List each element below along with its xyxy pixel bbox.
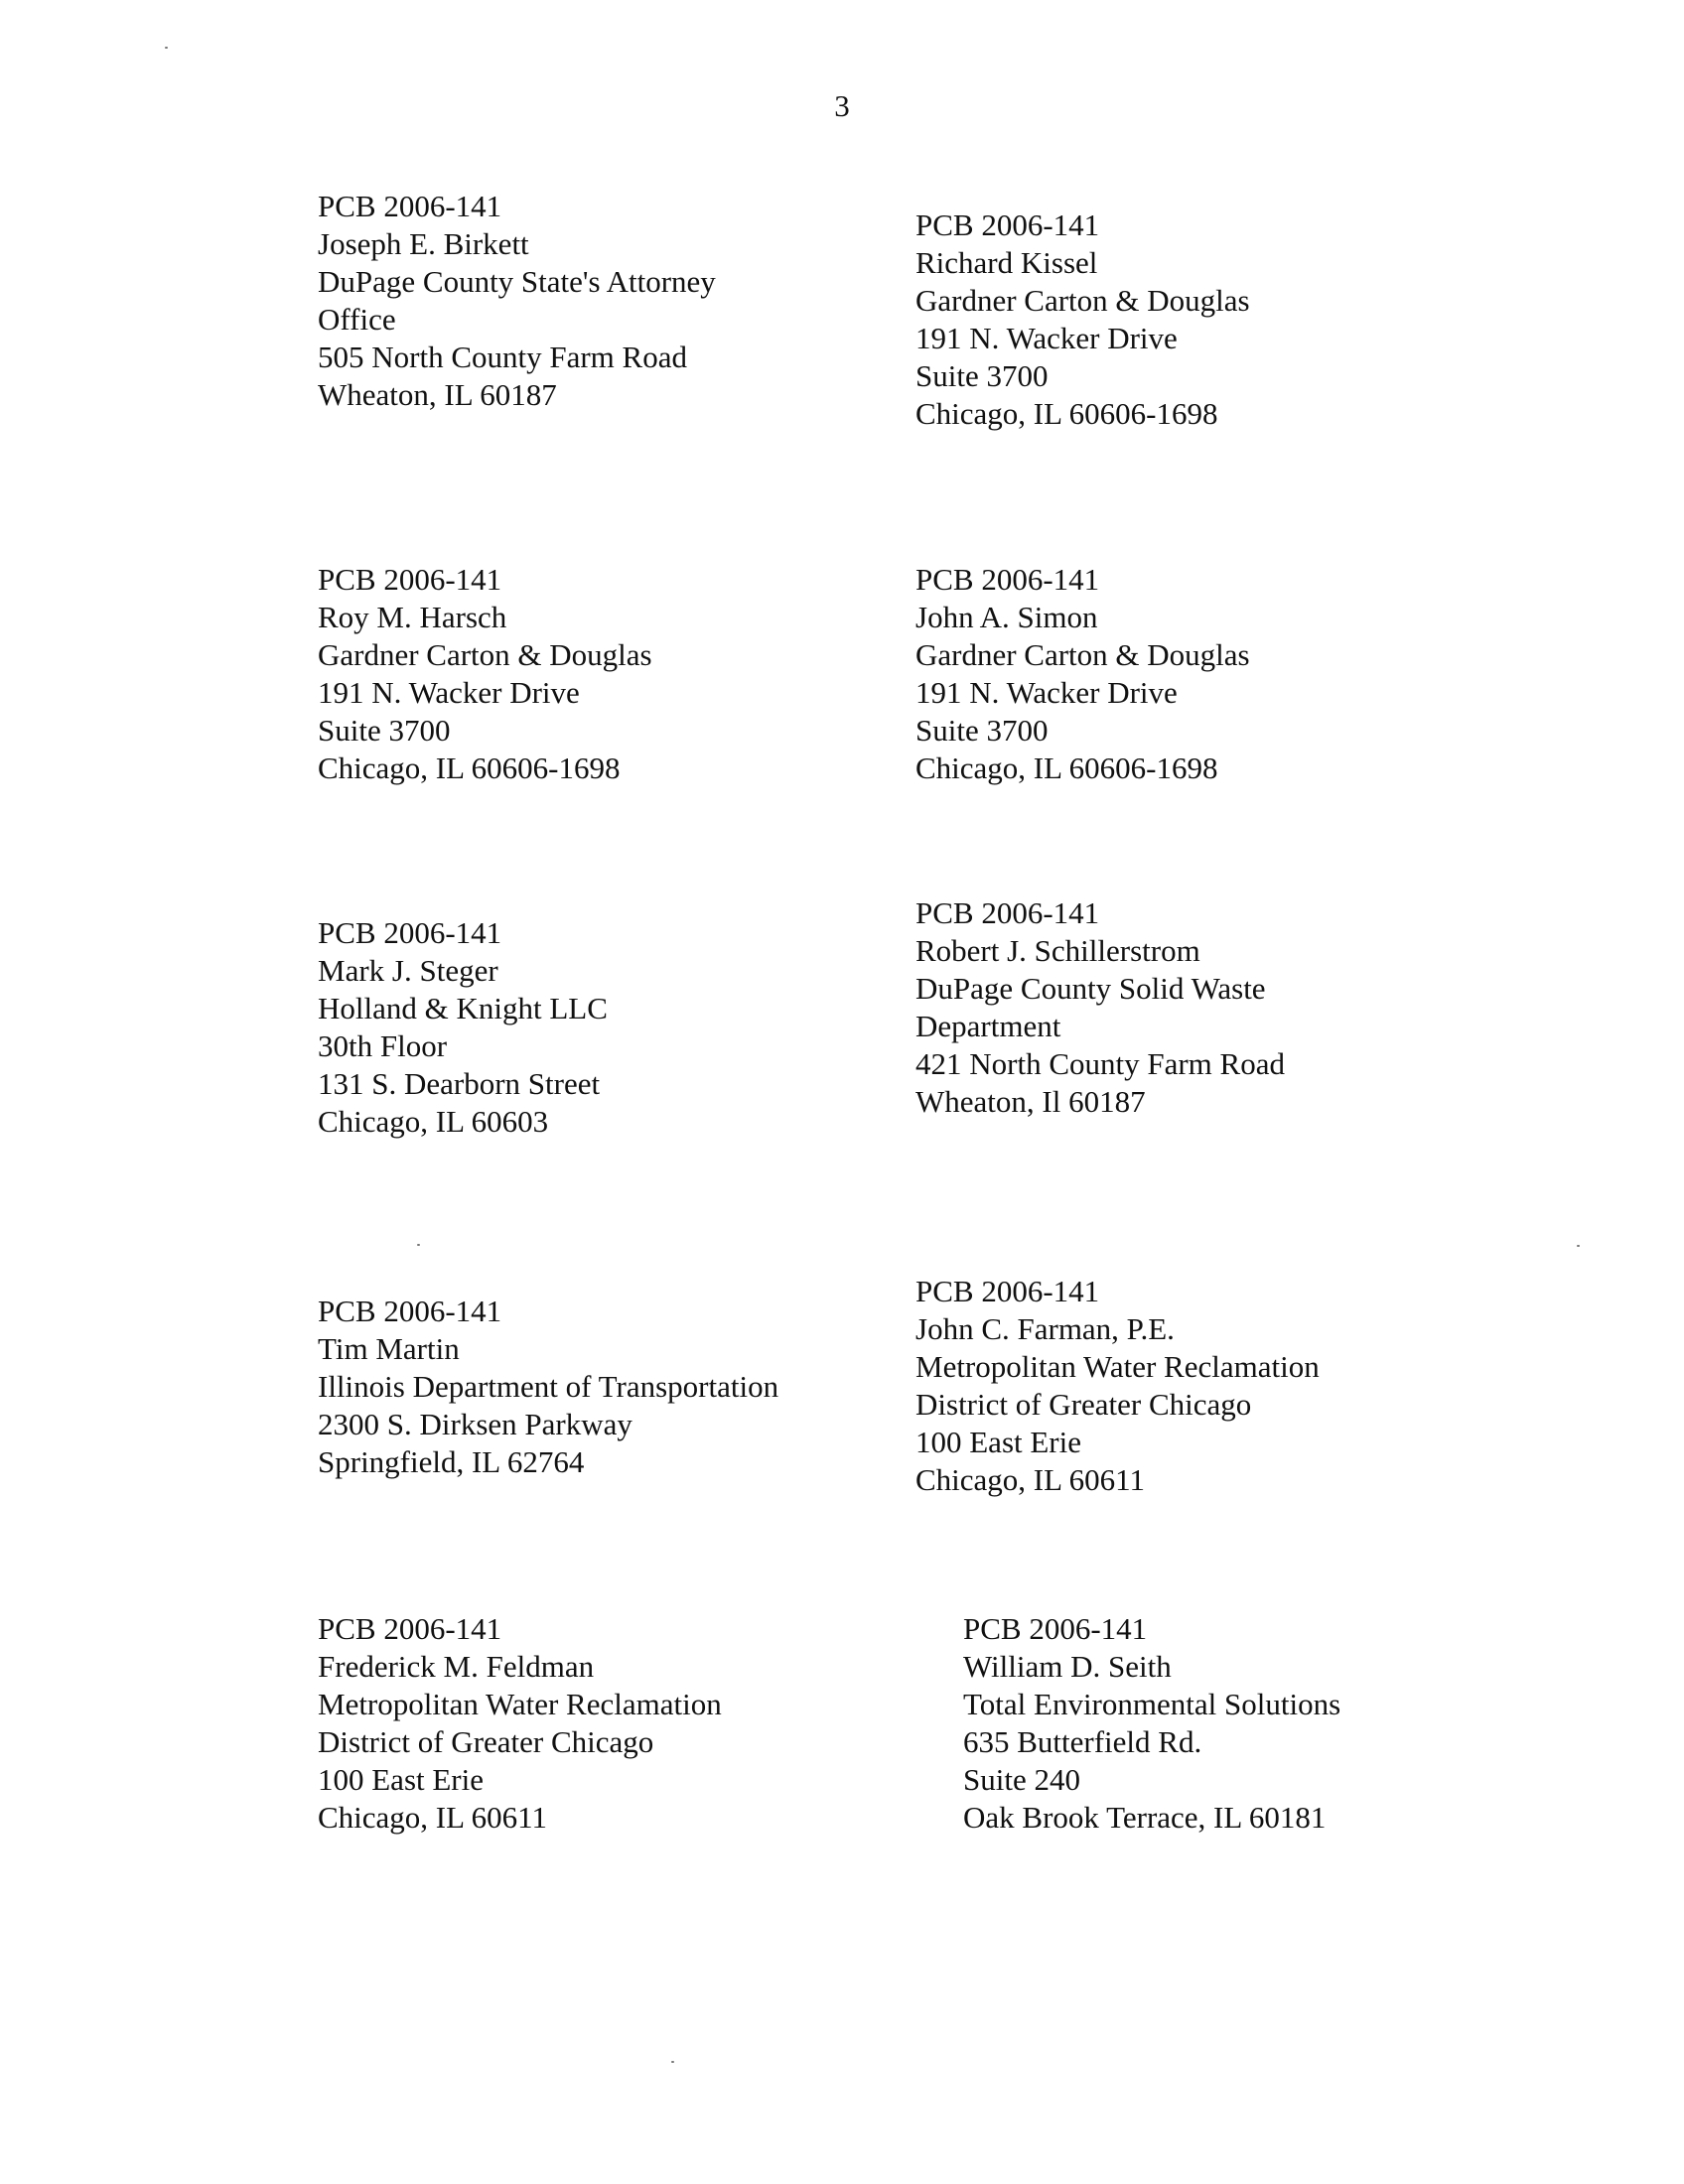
organization: Gardner Carton & Douglas xyxy=(915,283,1250,318)
recipient-name: Robert J. Schillerstrom xyxy=(915,933,1200,968)
organization: DuPage County State's Attorney xyxy=(318,264,716,299)
street-address: 2300 S. Dirksen Parkway xyxy=(318,1407,632,1441)
address-block-simon xyxy=(915,561,1551,787)
case-number: PCB 2006-141 xyxy=(915,895,1100,930)
organization-continued: District of Greater Chicago xyxy=(915,1387,1252,1422)
organization: Metropolitan Water Reclamation xyxy=(915,1349,1320,1384)
recipient-name: Frederick M. Feldman xyxy=(318,1649,595,1684)
street-address: 191 N. Wacker Drive xyxy=(915,321,1178,355)
recipient-name: Mark J. Steger xyxy=(318,953,498,988)
street-address: 191 N. Wacker Drive xyxy=(318,675,580,710)
city-state-zip: Oak Brook Terrace, IL 60181 xyxy=(963,1800,1327,1835)
organization: Total Environmental Solutions xyxy=(963,1687,1341,1721)
street-address: 131 S. Dearborn Street xyxy=(318,1066,601,1101)
address-block-schillerstrom xyxy=(915,894,1551,1121)
organization: Gardner Carton & Douglas xyxy=(318,637,652,672)
street-address: 505 North County Farm Road xyxy=(318,340,687,374)
street-address: 100 East Erie xyxy=(318,1762,485,1797)
city-state-zip: Chicago, IL 60606-1698 xyxy=(318,751,621,785)
organization: Holland & Knight LLC xyxy=(318,991,608,1025)
page-number: 3 xyxy=(834,88,850,123)
address-block-martin xyxy=(318,1293,953,1481)
address-block-feldman xyxy=(318,1610,953,1837)
scan-speck xyxy=(1577,1245,1580,1247)
case-number: PCB 2006-141 xyxy=(318,915,502,950)
organization: DuPage County Solid Waste xyxy=(915,971,1266,1006)
street-address: 191 N. Wacker Drive xyxy=(915,675,1178,710)
street-address: 100 East Erie xyxy=(915,1425,1082,1459)
city-state-zip: Chicago, IL 60606-1698 xyxy=(915,751,1218,785)
address-block-seith xyxy=(963,1610,1599,1837)
city-state-zip: Wheaton, Il 60187 xyxy=(915,1084,1146,1119)
organization-continued: Department xyxy=(915,1009,1061,1043)
street-address: 421 North County Farm Road xyxy=(915,1046,1285,1081)
case-number: PCB 2006-141 xyxy=(318,562,502,597)
case-number: PCB 2006-141 xyxy=(915,562,1100,597)
city-state-zip: Wheaton, IL 60187 xyxy=(318,377,557,412)
suite: Suite 240 xyxy=(963,1762,1080,1797)
address-block-harsch xyxy=(318,561,953,787)
organization: Gardner Carton & Douglas xyxy=(915,637,1250,672)
address-block-kissel xyxy=(915,206,1551,433)
organization: Metropolitan Water Reclamation xyxy=(318,1687,722,1721)
case-number: PCB 2006-141 xyxy=(318,189,502,223)
organization: Illinois Department of Transportation xyxy=(318,1369,779,1404)
recipient-name: Roy M. Harsch xyxy=(318,600,507,634)
case-number: PCB 2006-141 xyxy=(318,1611,502,1646)
recipient-name: John A. Simon xyxy=(915,600,1098,634)
case-number: PCB 2006-141 xyxy=(318,1294,502,1328)
recipient-name: William D. Seith xyxy=(963,1649,1172,1684)
city-state-zip: Chicago, IL 60606-1698 xyxy=(915,396,1218,431)
recipient-name: Joseph E. Birkett xyxy=(318,226,529,261)
case-number: PCB 2006-141 xyxy=(915,207,1100,242)
recipient-name: Richard Kissel xyxy=(915,245,1098,280)
address-block-steger xyxy=(318,914,953,1141)
organization-continued: Office xyxy=(318,302,396,337)
suite: Suite 3700 xyxy=(915,358,1049,393)
street-address: 635 Butterfield Rd. xyxy=(963,1724,1202,1759)
address-block-birkett xyxy=(318,188,953,414)
city-state-zip: Chicago, IL 60611 xyxy=(915,1462,1146,1497)
city-state-zip: Chicago, IL 60611 xyxy=(318,1800,548,1835)
city-state-zip: Springfield, IL 62764 xyxy=(318,1444,585,1479)
case-number: PCB 2006-141 xyxy=(963,1611,1148,1646)
scan-speck xyxy=(417,1244,420,1246)
scan-speck xyxy=(165,47,168,49)
city-state-zip: Chicago, IL 60603 xyxy=(318,1104,549,1139)
recipient-name: Tim Martin xyxy=(318,1331,460,1366)
scan-speck xyxy=(671,2061,674,2063)
recipient-name: John C. Farman, P.E. xyxy=(915,1311,1175,1346)
floor: 30th Floor xyxy=(318,1028,448,1063)
case-number: PCB 2006-141 xyxy=(915,1274,1100,1308)
organization-continued: District of Greater Chicago xyxy=(318,1724,654,1759)
suite: Suite 3700 xyxy=(915,713,1049,748)
address-block-farman xyxy=(915,1273,1551,1499)
suite: Suite 3700 xyxy=(318,713,451,748)
